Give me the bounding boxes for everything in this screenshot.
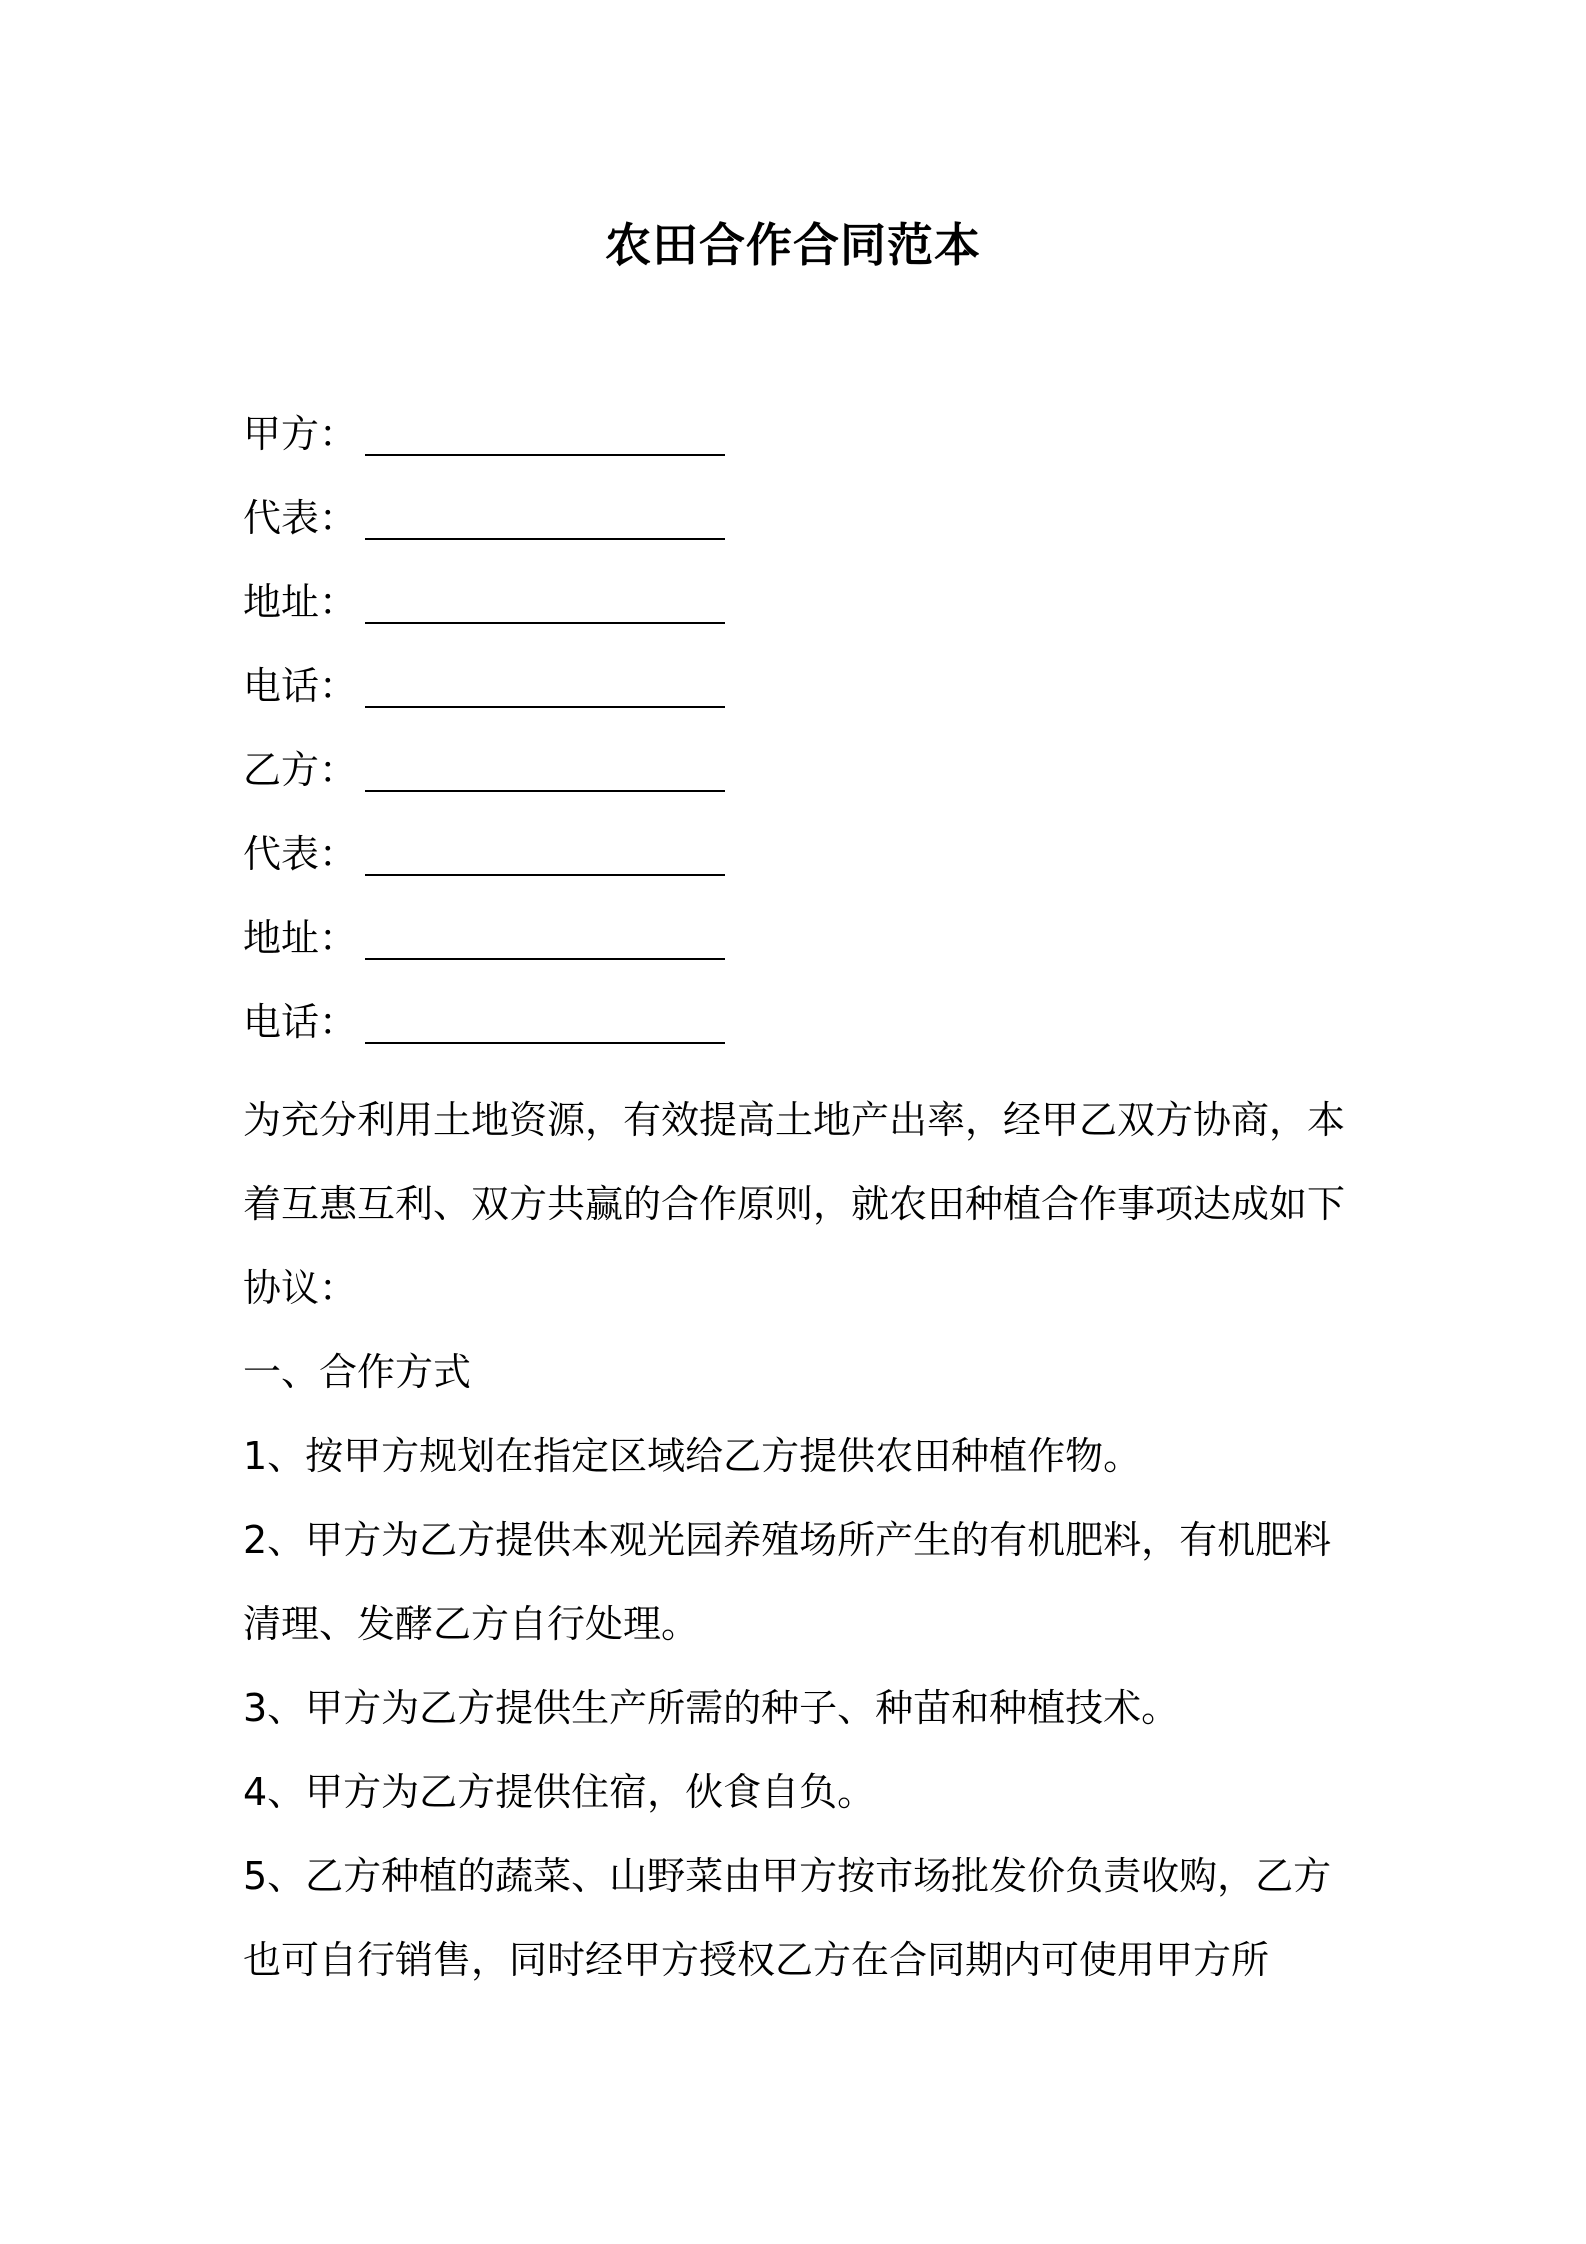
blank-line	[365, 992, 725, 1044]
clause-paragraph: 1、按甲方规划在指定区域给乙方提供农田种植作物。	[243, 1434, 1142, 1478]
blank-line	[365, 740, 725, 792]
field-label: 地址：	[243, 580, 358, 624]
party-a-representative-field	[243, 488, 1363, 572]
field-label: 甲方：	[243, 412, 358, 456]
field-label: 电话：	[243, 1000, 358, 1044]
party-a-address-field	[243, 572, 1363, 656]
party-b-representative-field	[243, 824, 1363, 908]
field-label: 代表：	[243, 832, 358, 876]
blank-line	[365, 824, 725, 876]
party-b-name-field	[243, 740, 1363, 824]
party-b-phone-field	[243, 992, 1363, 1076]
document-title: 农田合作合同范本	[605, 218, 981, 272]
section-heading: 一、合作方式	[243, 1350, 472, 1394]
blank-line	[365, 572, 725, 624]
clause-paragraph: 4、甲方为乙方提供住宿，伙食自负。	[243, 1770, 876, 1814]
party-a-phone-field	[243, 656, 1363, 740]
preamble-paragraph: 为充分利用土地资源，有效提高土地产出率，经甲乙双方协商，本着互惠互利、双方共赢的合作原则，就农田种植合作事项达成如下协议：	[243, 1098, 1346, 1310]
blank-line	[365, 488, 725, 540]
clause-paragraph: 5、乙方种植的蔬菜、山野菜由甲方按市场批发价负责收购，乙方也可自行销售，同时经甲方授权乙方在合同期内可使用甲方所	[243, 1854, 1332, 1982]
blank-line	[365, 404, 725, 456]
field-label: 乙方：	[243, 748, 358, 792]
blank-line	[365, 656, 725, 708]
party-b-address-field	[243, 908, 1363, 992]
clause-paragraph: 3、甲方为乙方提供生产所需的种子、种苗和种植技术。	[243, 1686, 1180, 1730]
clause-paragraph: 2、甲方为乙方提供本观光园养殖场所产生的有机肥料，有机肥料清理、发酵乙方自行处理。	[243, 1518, 1332, 1646]
field-label: 电话：	[243, 664, 358, 708]
party-info-fields	[243, 404, 1363, 1076]
blank-line	[365, 908, 725, 960]
contract-body	[243, 1078, 1358, 2002]
field-label: 代表：	[243, 496, 358, 540]
field-label: 地址：	[243, 916, 358, 960]
party-a-name-field	[243, 404, 1363, 488]
